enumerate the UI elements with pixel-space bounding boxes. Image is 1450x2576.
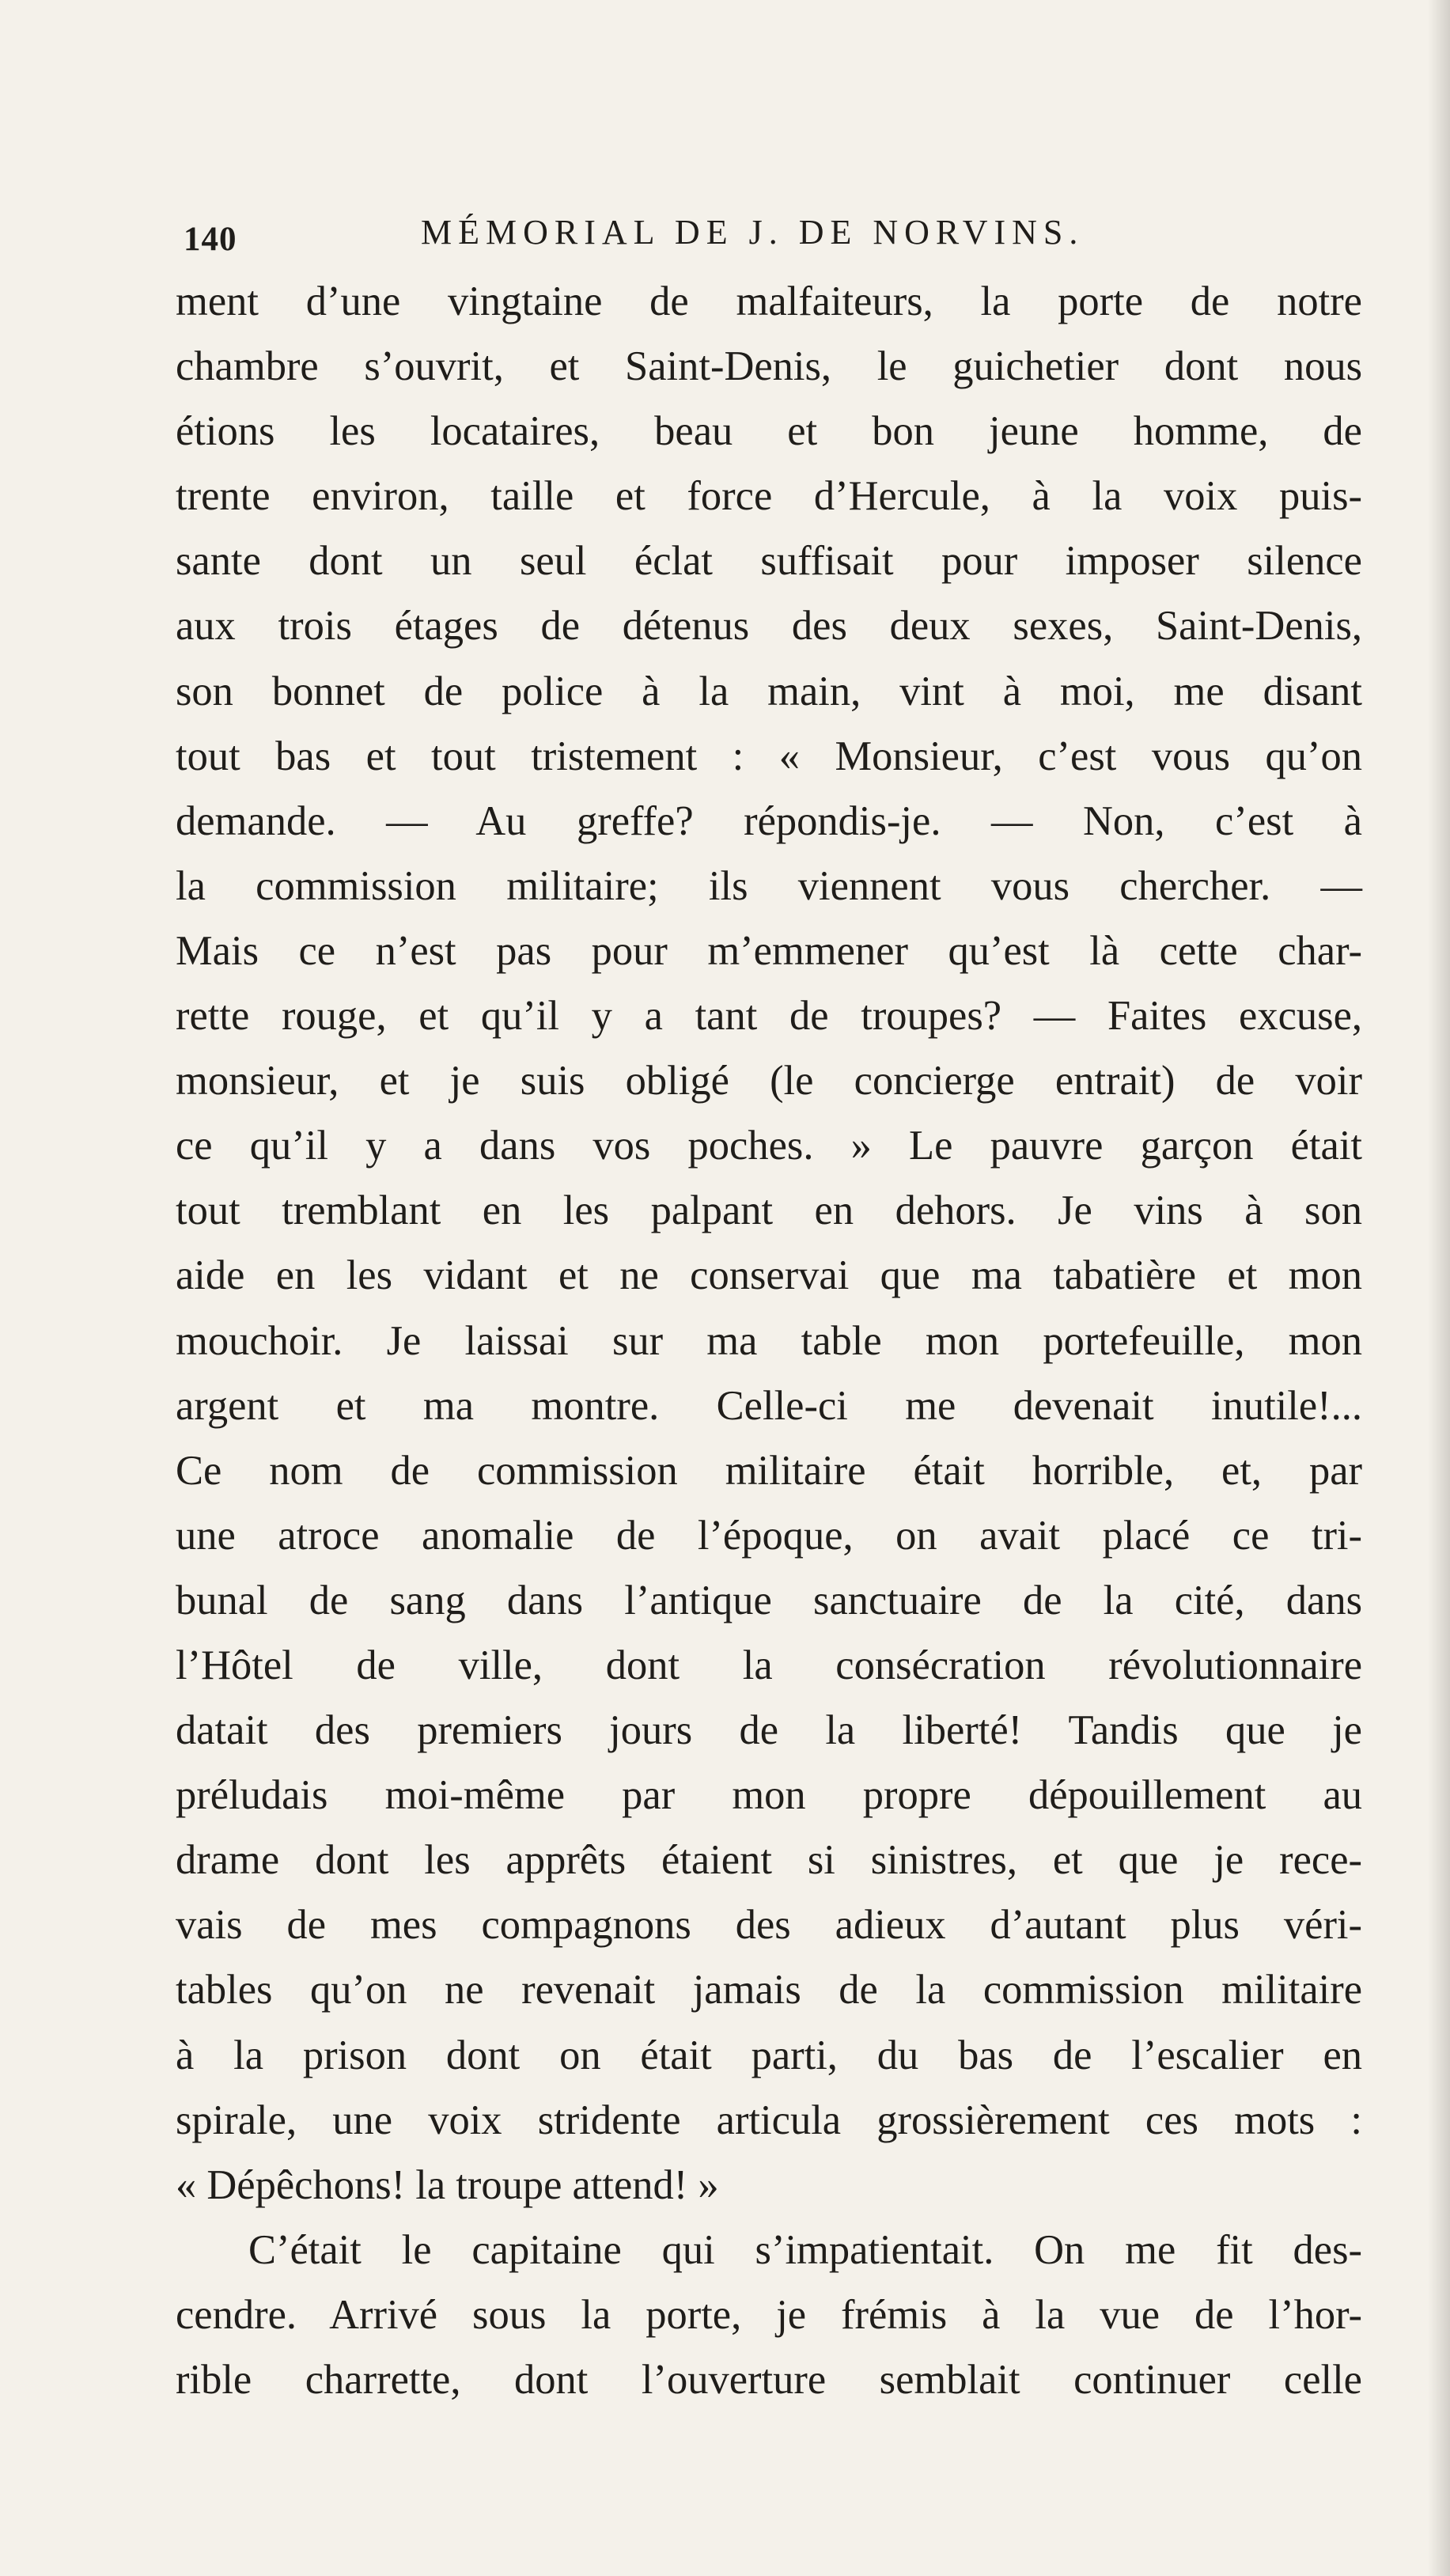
- text-line: drame dont les apprêts étaient si sinistres, et que je rece-: [176, 1837, 1362, 1884]
- running-head: [176, 198, 1362, 269]
- text-line: bunal de sang dans l’antique sanctuaire de la cité, dans: [176, 1577, 1362, 1623]
- text-line: spirale, une voix stridente articula grossièrement ces mots :: [176, 2097, 1362, 2143]
- text-line: étions les locataires, beau et bon jeune homme, de: [176, 408, 1362, 455]
- text-line: mouchoir. Je laissai sur ma table mon portefeuille, mon: [176, 1317, 1362, 1364]
- text-line: chambre s’ouvrit, et Saint-Denis, le guichetier dont nous: [176, 343, 1362, 390]
- text-line: tout bas et tout tristement : « Monsieur, c’est vous qu’on: [176, 733, 1362, 779]
- text-line: tout tremblant en les palpant en dehors. Je vins à son: [176, 1188, 1362, 1234]
- text-line: rible charrette, dont l’ouverture semblait continuer celle: [176, 2357, 1362, 2403]
- text-line: à la prison dont on était parti, du bas de l’escalier en: [176, 2032, 1362, 2078]
- text-line: cendre. Arrivé sous la porte, je frémis à la vue de l’hor-: [176, 2291, 1362, 2338]
- running-title: MÉMORIAL DE J. DE NORVINS.: [421, 213, 1085, 252]
- page-number: 140: [184, 221, 237, 258]
- paragraph-end-line: « Dépêchons! la troupe attend! »: [176, 2161, 719, 2208]
- text-line: aux trois étages de détenus des deux sexes, Saint-Denis,: [176, 603, 1362, 650]
- text-line: monsieur, et je suis obligé (le concierge entrait) de voir: [176, 1058, 1362, 1104]
- text-line: aide en les vidant et ne conservai que ma tabatière et mon: [176, 1252, 1362, 1299]
- text-line: tables qu’on ne revenait jamais de la commission militaire: [176, 1967, 1362, 2013]
- text-line: l’Hôtel de ville, dont la consécration révolutionnaire: [176, 1642, 1362, 1688]
- text-line: demande. — Au greffe? répondis-je. — Non, c’est à: [176, 797, 1362, 844]
- body-text: [176, 269, 1362, 2412]
- text-line: Mais ce n’est pas pour m’emmener qu’est là cette char-: [176, 927, 1362, 974]
- text-line: une atroce anomalie de l’époque, on avait placé ce tri-: [176, 1512, 1362, 1559]
- text-block: [176, 198, 1362, 2412]
- text-line: ment d’une vingtaine de malfaiteurs, la porte de notre: [176, 278, 1362, 324]
- text-line: son bonnet de police à la main, vint à moi, me disant: [176, 668, 1362, 714]
- text-line: préludais moi-même par mon propre dépouillement au: [176, 1772, 1362, 1819]
- text-line: trente environ, taille et force d’Hercule, à la voix puis-: [176, 473, 1362, 520]
- text-line: argent et ma montre. Celle-ci me devenait inutile!...: [176, 1382, 1362, 1429]
- text-line: rette rouge, et qu’il y a tant de troupes? — Faites excuse,: [176, 993, 1362, 1040]
- text-line: ce qu’il y a dans vos poches. » Le pauvre garçon était: [176, 1123, 1362, 1169]
- text-line: Ce nom de commission militaire était horrible, et, par: [176, 1447, 1362, 1494]
- text-line: vais de mes compagnons des adieux d’autant plus véri-: [176, 1902, 1362, 1949]
- text-line: sante dont un seul éclat suffisait pour imposer silence: [176, 538, 1362, 585]
- text-line: la commission militaire; ils viennent vous chercher. —: [176, 862, 1362, 909]
- paragraph-start-line: C’était le capitaine qui s’impatientait. On me fit des-: [248, 2226, 1362, 2273]
- page-edge-shadow: [1428, 0, 1450, 2576]
- text-line: datait des premiers jours de la liberté! Tandis que je: [176, 1707, 1362, 1754]
